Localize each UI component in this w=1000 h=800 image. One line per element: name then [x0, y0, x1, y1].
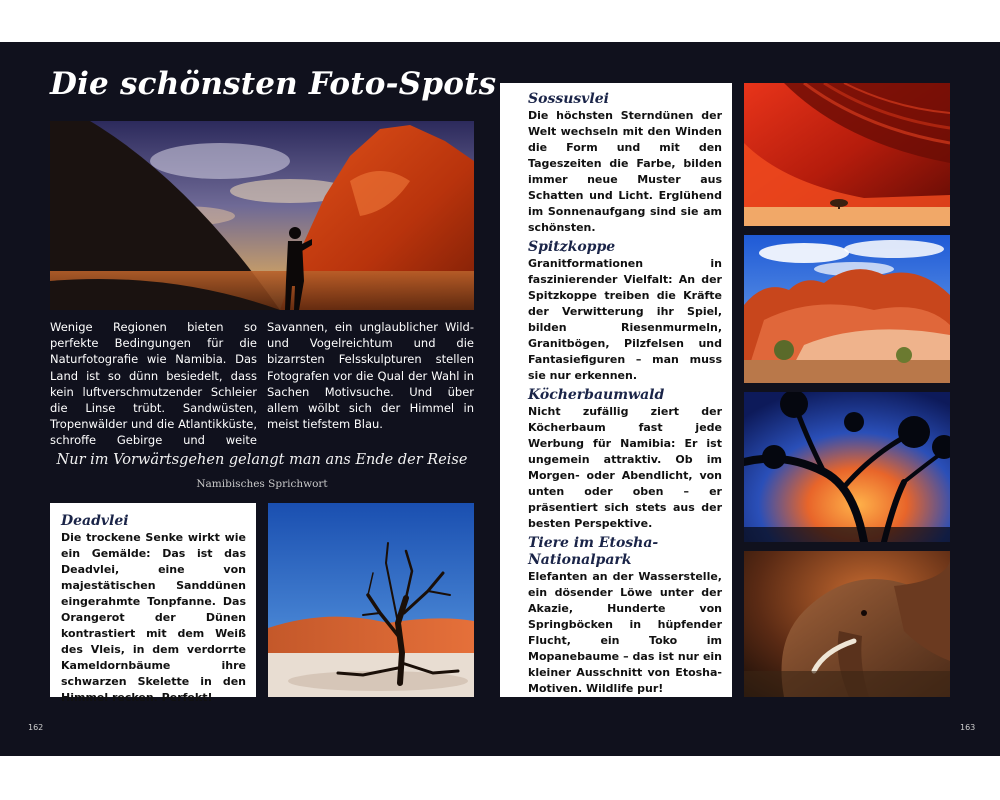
section-heading: Spitzkoppe — [528, 239, 616, 255]
spots-text-box — [500, 83, 732, 697]
quote: Nur im Vorwärtsgehen gelangt man ans Ende der Reise — [56, 452, 468, 468]
section-spitzkoppe — [528, 239, 722, 384]
page-number-right: 163 — [960, 723, 976, 732]
spitzkoppe-photographer-photo — [50, 121, 474, 310]
page-number-left: 162 — [28, 723, 44, 732]
section-body: Granitformationen in faszinierender Vielfalt: An der Spitzkoppe treiben die Kräfte der Verwitterung ihr Spiel, bilden Riesenmurmeln, Granitbögen, Pilzfelsen und Fantasiefiguren – man muss sie nur erkennen. — [528, 257, 722, 382]
section-heading: Köcherbaumwald — [528, 387, 665, 403]
section-body: Die höchsten Sterndünen der Welt wechseln mit den Winden die Form und mit den Tageszeiten die Farbe, bilden immer neue Muster aus Schatten und Licht. Erglühend im Sonnenaufgang sind sie am schönsten. — [528, 109, 722, 234]
sossusvlei-dune-photo — [744, 83, 950, 226]
left-page — [0, 42, 500, 756]
quiver-tree-photo — [744, 392, 950, 542]
section-koecherbaumwald — [528, 387, 722, 532]
section-heading: Sossusvlei — [528, 91, 609, 107]
deadvlei-box — [50, 503, 256, 704]
section-heading: Tiere im Etosha-Nationalpark — [528, 535, 659, 568]
right-page — [500, 42, 1000, 756]
deadvlei-tree-photo — [268, 503, 474, 697]
section-sossusvlei — [528, 91, 722, 236]
intro-text: Wenige Regionen bieten so perfekte Bedingungen für die Naturfotografie wie Namibia. Das Land ist so dünn besiedelt, dass kein luftverschmutzender Schleier die Linse trübt. Sandwüsten, Tropenwälder und die Atlantikküste, schroffe Gebirge und weite Savannen, ein unglaublicher Wild- und Vogelreichtum und die bizarrsten Felsskulpturen stellen Fotografen vor die Qual der Wahl in Sachen Motivsuche. Und über allem wölbt sich der Himmel in meist tiefstem Blau. — [50, 320, 474, 448]
deadvlei-heading: Deadvlei — [61, 513, 129, 529]
spitzkoppe-rocks-photo — [744, 235, 950, 383]
section-body: Elefanten an der Wasserstelle, ein dösender Löwe unter der Akazie, Hunderte von Springböcken in hüpfender Flucht, ein Toko im Mopanebaume – das ist nur ein kleiner Ausschnitt von Etosha-Motiven. Wildlife pur! — [528, 570, 722, 695]
quote-source: Namibisches Sprichwort — [196, 478, 328, 490]
section-etosha — [528, 535, 722, 697]
page-title: Die schönsten Foto-Spots — [50, 66, 497, 102]
magazine-spread — [0, 42, 1000, 756]
elephant-photo — [744, 551, 950, 697]
section-body: Nicht zufällig ziert der Köcherbaum fast jede Werbung für Namibia: Er ist ungemein attraktiv. Ob im Morgen- oder Abendlicht, von unten oder oben – er präsentiert sich stets aus der besten Perspektive. — [528, 405, 722, 530]
deadvlei-body: Die trockene Senke wirkt wie ein Gemälde: Das ist das Deadvlei, eine von majestätischen Sanddünen eingerahmte Tonpfanne. Das Orangerot der Dünen kontrastiert mit dem Weiß des Vleis, in dem verdorrte Kameldornbäume ihre schwarzen Skelette in den Himmel recken. Perfekt! — [61, 531, 246, 704]
